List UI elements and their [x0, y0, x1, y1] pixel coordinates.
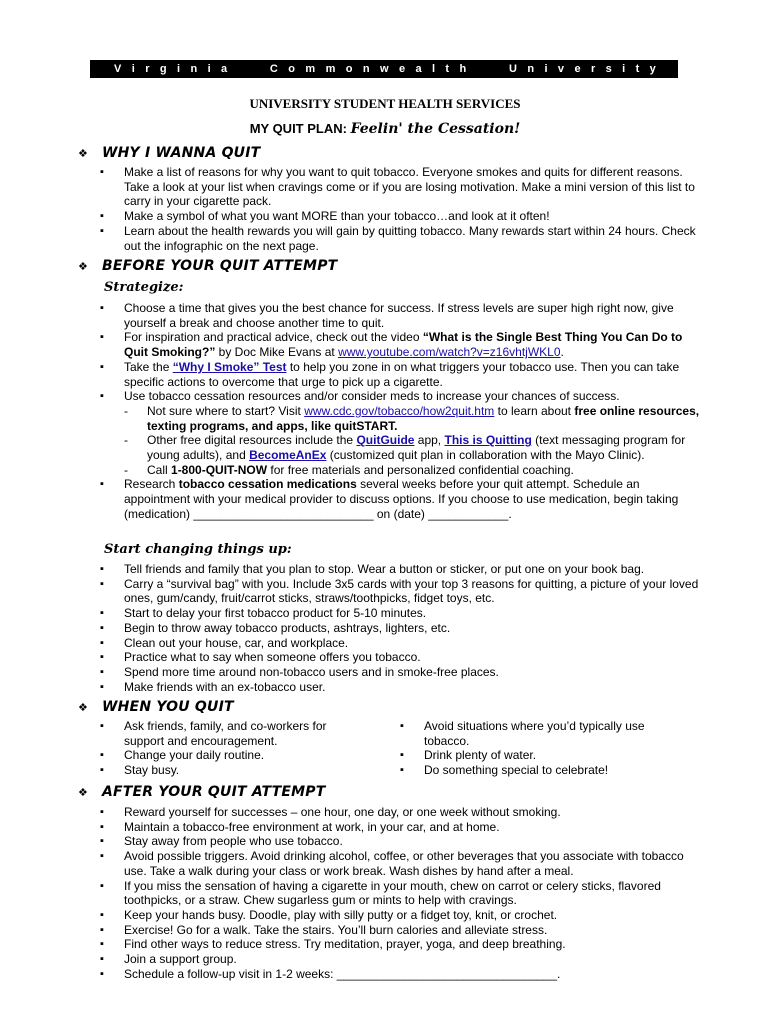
text: to help you zone in on what triggers your tobacco use. Then you can take specific actions to overcome that urge to pick up a cigarette.	[124, 359, 680, 389]
banner-letter: a	[221, 63, 228, 75]
list-item: ▪ Carry a “survival bag” with you. Include 3x5 cards with your top 3 reasons for quitting, a picture of your loved ones, gum/candy, fruit/carrot sticks, straws/toothpicks, fidget toys, etc.	[100, 577, 700, 606]
list-item: ▪ Do something special to celebrate!	[400, 763, 680, 778]
banner-letter: o	[345, 63, 353, 75]
list-item: ▪ Find other ways to reduce stress. Try meditation, prayer, yoga, and deep breathing.	[100, 937, 700, 952]
start-changing-list	[100, 562, 700, 694]
banner-letter: i	[207, 63, 211, 75]
diamond-bullet-icon: ❖	[78, 260, 89, 273]
list-item: ▪ Clean out your house, car, and workplace.	[100, 636, 700, 651]
list-item: ▪ Make friends with an ex-tobacco user.	[100, 680, 700, 695]
list-item: ▪ Stay away from people who use tobacco.	[100, 834, 700, 849]
section-title: WHY I WANNA QUIT	[102, 145, 261, 161]
text: (text messaging program for young adults), and	[147, 433, 686, 463]
list-item: ▪ Ask friends, family, and co-workers for support and encouragement.	[100, 719, 354, 748]
text: free online resources, texting programs, and apps, like quitSTART.	[147, 403, 700, 433]
strategize-heading: Strategize:	[104, 280, 184, 295]
banner-letter: g	[159, 63, 167, 75]
why-list	[100, 165, 700, 253]
list-item: ▪ Make a symbol of what you want MORE than your tobacco…and look at it often!	[100, 209, 700, 224]
list-item: ▪ Reward yourself for successes – one hour, one day, or one week without smoking.	[100, 805, 700, 820]
banner-letter: o	[288, 63, 295, 75]
banner-letter: v	[557, 63, 565, 75]
banner-letter: i	[131, 63, 135, 75]
banner-letter: r	[590, 63, 596, 75]
banner-letter: i	[544, 63, 548, 75]
list-item: ▪ Make a list of reasons for why you want to quit tobacco. Everyone smokes and quits for different reasons. Take a look at your list when cravings come or if you are losing motivation. Make a mini version of this list to carry in your cigarette pack.	[100, 165, 700, 209]
list-item: ▪ Avoid possible triggers. Avoid drinking alcohol, coffee, or other beverages that you associate with tobacco use. Take a walk during your class or work break. Wash dishes by hand after a meal.	[100, 849, 700, 878]
when-two-column-list	[100, 719, 700, 778]
banner-letter: n	[527, 63, 535, 75]
text: tobacco cessation medications	[178, 477, 357, 492]
list-item: ▪ Begin to throw away tobacco products, ashtrays, lighters, etc.	[100, 621, 700, 636]
subtitle-prefix: MY QUIT PLAN:	[249, 121, 351, 136]
sub-item	[124, 404, 700, 433]
banner-letter: l	[431, 63, 436, 75]
text: to learn about	[494, 403, 575, 418]
list-item	[100, 477, 700, 521]
becomeanex-link[interactable]: BecomeAnEx	[249, 448, 327, 463]
banner-letter: U	[509, 63, 517, 75]
section-after-heading	[78, 784, 325, 800]
text: for free materials and personalized confidential coaching.	[267, 462, 574, 477]
page-subtitle	[0, 121, 770, 137]
diamond-bullet-icon: ❖	[78, 701, 89, 714]
university-banner	[90, 60, 678, 78]
text: app,	[414, 433, 445, 448]
list-item: ▪ Maintain a tobacco-free environment at work, in your car, and at home.	[100, 820, 700, 835]
list-item: ▪ If you miss the sensation of having a cigarette in your mouth, chew on carrot or celery sticks, flavored toothpicks, or a straw. Chew sugarless gum or mints to help with cravings.	[100, 879, 700, 908]
list-item	[100, 389, 700, 477]
list-item: ▪ Keep your hands busy. Doodle, play with silly putty or a fidget toy, knit, or crochet.	[100, 908, 700, 923]
page-title: UNIVERSITY STUDENT HEALTH SERVICES	[249, 96, 521, 111]
section-title: BEFORE YOUR QUIT ATTEMPT	[102, 258, 338, 274]
list-item: ▪ Stay busy.	[100, 763, 400, 778]
list-item: ▪ Start to delay your first tobacco product for 5-10 minutes.	[100, 606, 700, 621]
video-title: “What is the Single Best Thing You Can Do to Quit Smoking?”	[124, 330, 683, 360]
diamond-bullet-icon: ❖	[78, 147, 89, 160]
list-item	[100, 330, 700, 359]
list-item: ▪ Schedule a follow-up visit in 1-2 weeks: _________________________________.	[100, 967, 700, 982]
banner-letter: e	[398, 63, 406, 75]
list-item: ▪ Change your daily routine.	[100, 748, 400, 763]
banner-letter: t	[445, 63, 450, 75]
banner-letter: i	[622, 63, 626, 75]
banner-letter: i	[176, 63, 181, 75]
cdc-link[interactable]: www.cdc.gov/tobacco/how2quit.htm	[304, 403, 495, 418]
section-before-heading	[78, 258, 337, 274]
text: Not sure where to start? Visit	[147, 403, 305, 418]
after-list	[100, 805, 700, 981]
banner-letter: n	[190, 63, 198, 75]
banner-letter: y	[649, 63, 656, 75]
list-item: ▪ Learn about the health rewards you will gain by quitting tobacco. Many rewards start within 24 hours. Check out the infographic on the next page.	[100, 224, 700, 253]
sub-item	[124, 433, 700, 462]
text: Call	[147, 462, 172, 477]
banner-letter: n	[362, 63, 370, 75]
banner-letter: a	[415, 63, 422, 75]
list-item: ▪ Drink plenty of water.	[400, 748, 680, 763]
text: Research	[124, 477, 179, 492]
banner-letter: m	[325, 63, 336, 75]
strategize-list	[100, 301, 700, 522]
banner-letter: w	[379, 63, 389, 75]
text: Use tobacco cessation resources and/or consider meds to increase your chances of success.	[124, 389, 620, 404]
banner-letter: C	[269, 63, 278, 75]
start-changing-heading: Start changing things up:	[104, 542, 292, 557]
text: .	[560, 345, 564, 360]
banner-letter: e	[574, 63, 581, 75]
list-item: ▪ Exercise! Go for a walk. Take the stairs. You’ll burn calories and alleviate stress.	[100, 923, 700, 938]
sub-item	[124, 463, 700, 478]
banner-letter: r	[145, 63, 150, 75]
section-when-heading	[78, 699, 234, 715]
section-title: WHEN YOU QUIT	[102, 699, 234, 715]
banner-letter: t	[635, 63, 640, 75]
subtitle-script: Feelin' the Cessation!	[350, 121, 521, 137]
section-why-heading	[78, 145, 260, 161]
banner-letter: V	[114, 63, 122, 75]
when-right-column	[400, 719, 680, 778]
quitline-number: 1-800-QUIT-NOW	[171, 462, 268, 477]
text: Take the	[124, 359, 173, 374]
text: (customized quit plan in collaboration with the Mayo Clinic).	[326, 448, 645, 463]
list-item	[100, 360, 700, 389]
section-title: AFTER YOUR QUIT ATTEMPT	[102, 784, 326, 800]
text: For inspiration and practical advice, check out the video	[124, 330, 423, 345]
list-item: ▪ Avoid situations where you’d typically use tobacco.	[400, 719, 674, 748]
banner-letter: m	[305, 63, 316, 75]
list-item: ▪ Choose a time that gives you the best chance for success. If stress levels are super high right now, give yourself a break and choose another time to quit.	[100, 301, 700, 330]
this-is-quitting-link[interactable]: This is Quitting	[444, 433, 532, 448]
text: several weeks before your quit attempt. Schedule an appointment with your medical provider to discuss options. If you choose to use medication, begin taking (medication) ___________________________ on (date) ____________.	[124, 477, 679, 521]
youtube-link[interactable]: www.youtube.com/watch?v=z16vhtjWKL0	[338, 345, 561, 360]
banner-letter: s	[605, 63, 612, 75]
list-item: ▪ Practice what to say when someone offers you tobacco.	[100, 650, 700, 665]
list-item: ▪ Spend more time around non-tobacco users and in smoke-free places.	[100, 665, 700, 680]
quitguide-link[interactable]: QuitGuide	[356, 433, 415, 448]
text: Other free digital resources include the	[147, 433, 357, 448]
when-left-column	[100, 719, 400, 778]
list-item: ▪ Tell friends and family that you plan to stop. Wear a button or sticker, or put one on your book bag.	[100, 562, 700, 577]
why-i-smoke-test-link[interactable]: “Why I Smoke” Test	[172, 359, 287, 374]
banner-letter: h	[459, 63, 467, 75]
list-item: ▪ Join a support group.	[100, 952, 700, 967]
diamond-bullet-icon: ❖	[78, 786, 89, 799]
text: by Doc Mike Evans at	[215, 345, 339, 360]
